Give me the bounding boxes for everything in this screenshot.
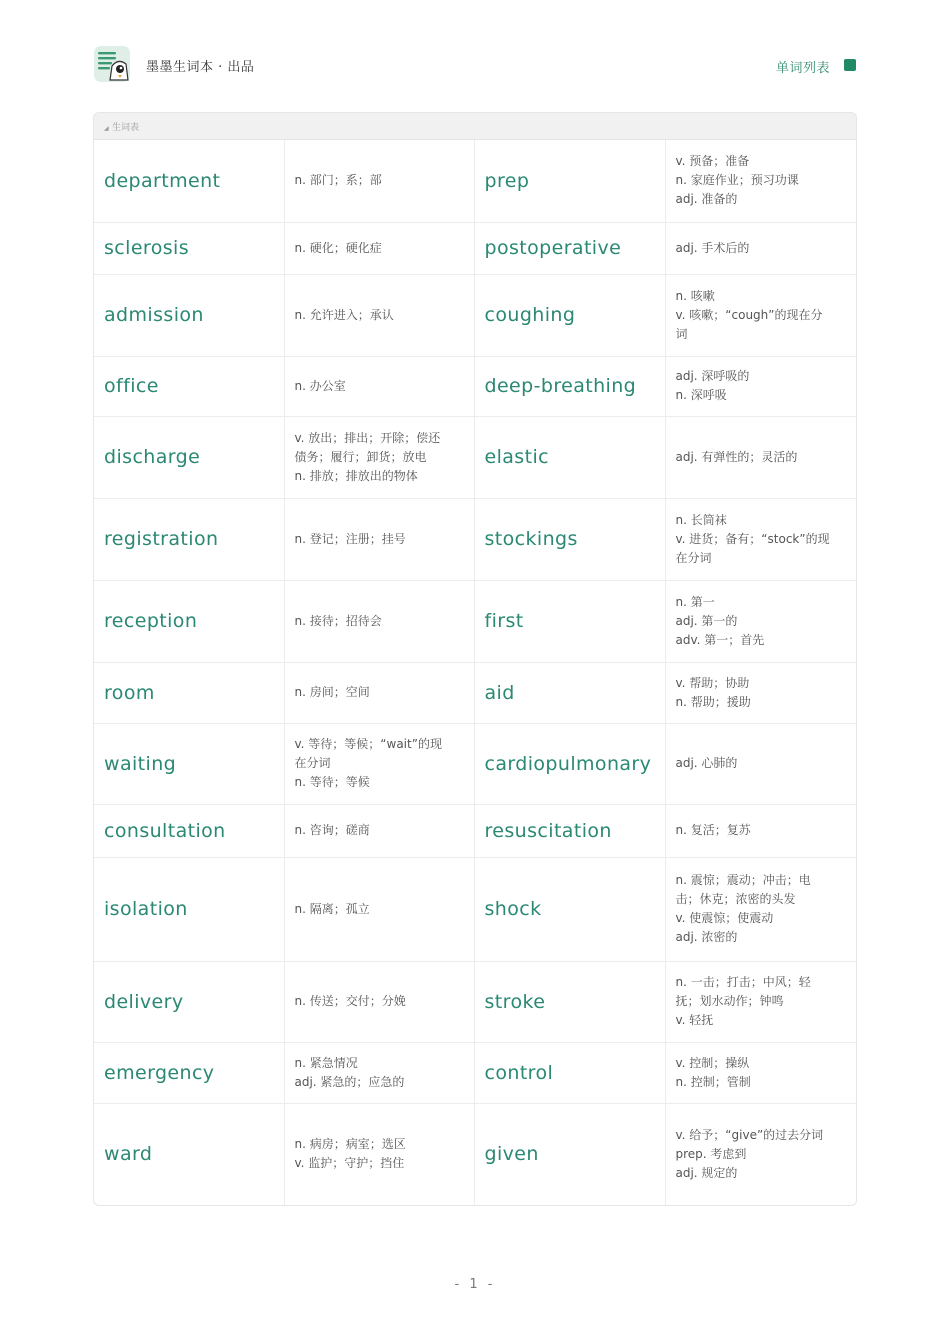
definition-line: n. 咨询；磋商 xyxy=(294,823,370,837)
definition-line: n. 隔离；孤立 xyxy=(294,901,370,916)
word-cell[interactable]: aid xyxy=(474,662,665,723)
word-cell[interactable]: emergency xyxy=(94,1042,284,1103)
word-grid xyxy=(94,140,856,1205)
definition-cell xyxy=(665,723,856,804)
definition-cell xyxy=(665,804,856,857)
definition-cell xyxy=(284,961,474,1042)
table-caption-bar xyxy=(94,113,856,140)
table-row xyxy=(94,804,856,857)
definition-cell xyxy=(284,1103,474,1205)
table-caption: 生词表 xyxy=(112,123,140,133)
word-cell[interactable]: first xyxy=(474,580,665,662)
definition-line: n. 家庭作业；预习功课 xyxy=(675,173,799,188)
table-row xyxy=(94,498,856,580)
word-cell[interactable]: isolation xyxy=(94,857,284,961)
word-cell[interactable]: registration xyxy=(94,498,284,580)
definition-line: adv. 第一；首先 xyxy=(675,632,765,647)
table-row xyxy=(94,1103,856,1205)
definition-cell xyxy=(284,857,474,961)
definition-line: adj. 准备的 xyxy=(675,192,738,207)
definition-line: v. 等待；等候；“wait”的现在分词 xyxy=(294,737,442,770)
definition-line: n. 震惊；震动；冲击；电击；休克；浓密的头发 xyxy=(675,873,811,906)
word-cell[interactable]: resuscitation xyxy=(474,804,665,857)
definition-line: adj. 紧急的；应急的 xyxy=(294,1074,405,1089)
word-cell[interactable]: shock xyxy=(474,857,665,961)
definition-line: n. 咳嗽 xyxy=(675,288,715,303)
vocabulary-table xyxy=(93,112,857,1206)
word-cell[interactable]: stockings xyxy=(474,498,665,580)
definition-line: n. 传送；交付；分娩 xyxy=(294,994,406,1008)
definition-cell xyxy=(284,804,474,857)
definition-line: n. 病房；病室；选区 xyxy=(294,1137,406,1152)
definition-line: n. 紧急情况 xyxy=(294,1055,358,1070)
definition-line: v. 帮助；协助 xyxy=(675,675,750,690)
definition-cell xyxy=(284,723,474,804)
definition-cell xyxy=(284,274,474,356)
page-number: - 1 - xyxy=(454,1277,496,1292)
word-cell[interactable]: waiting xyxy=(94,723,284,804)
definition-cell xyxy=(665,222,856,274)
accent-square-icon xyxy=(844,59,856,71)
definition-line: adj. 规定的 xyxy=(675,1165,738,1180)
word-cell[interactable]: reception xyxy=(94,580,284,662)
table-row xyxy=(94,274,856,356)
definition-cell xyxy=(665,356,856,416)
definition-line: n. 办公室 xyxy=(294,378,346,393)
definition-cell xyxy=(284,222,474,274)
definition-line: n. 房间；空间 xyxy=(294,685,370,699)
definition-cell xyxy=(284,1042,474,1103)
word-cell[interactable]: elastic xyxy=(474,416,665,498)
definition-line: adj. 有弹性的；灵活的 xyxy=(675,449,798,464)
definition-cell xyxy=(665,1042,856,1103)
definition-line: n. 硬化；硬化症 xyxy=(294,240,382,255)
definition-line: v. 轻抚 xyxy=(675,1013,714,1027)
word-cell[interactable]: stroke xyxy=(474,961,665,1042)
definition-line: v. 监护；守护；挡住 xyxy=(294,1156,405,1171)
word-cell[interactable]: coughing xyxy=(474,274,665,356)
word-cell[interactable]: delivery xyxy=(94,961,284,1042)
word-cell[interactable]: cardiopulmonary xyxy=(474,723,665,804)
definition-cell xyxy=(284,662,474,723)
table-row xyxy=(94,222,856,274)
definition-line: v. 进货；备有；“stock”的现在分词 xyxy=(675,531,830,565)
definition-cell xyxy=(284,356,474,416)
word-cell[interactable]: office xyxy=(94,356,284,416)
word-cell[interactable]: postoperative xyxy=(474,222,665,274)
table-row xyxy=(94,580,856,662)
definition-line: v. 使震惊；使震动 xyxy=(675,911,774,925)
table-row xyxy=(94,140,856,222)
definition-line: v. 给予；“give”的过去分词 xyxy=(675,1127,824,1142)
definition-cell xyxy=(665,580,856,662)
word-list-link[interactable]: 单词列表 xyxy=(775,61,830,76)
brand-label: 墨墨生词本 · 出品 xyxy=(146,60,255,75)
table-row xyxy=(94,662,856,723)
definition-line: adj. 浓密的 xyxy=(675,930,738,944)
word-cell[interactable]: deep-breathing xyxy=(474,356,665,416)
word-cell[interactable]: consultation xyxy=(94,804,284,857)
table-row xyxy=(94,857,856,961)
definition-line: n. 帮助；援助 xyxy=(675,694,751,709)
definition-line: n. 复活；复苏 xyxy=(675,823,751,837)
definition-line: v. 预备；准备 xyxy=(675,154,750,169)
table-row xyxy=(94,1042,856,1103)
definition-cell xyxy=(665,140,856,222)
definition-line: n. 接待；招待会 xyxy=(294,613,382,628)
definition-line: v. 咳嗽；“cough”的现在分词 xyxy=(675,307,823,341)
definition-line: adj. 深呼吸的 xyxy=(675,369,750,383)
definition-cell xyxy=(665,274,856,356)
definition-cell xyxy=(284,140,474,222)
definition-cell xyxy=(284,416,474,498)
word-cell[interactable]: room xyxy=(94,662,284,723)
definition-cell xyxy=(284,498,474,580)
definition-cell xyxy=(284,580,474,662)
definition-line: n. 深呼吸 xyxy=(675,388,727,402)
definition-cell xyxy=(665,1103,856,1205)
definition-line: prep. 考虑到 xyxy=(675,1146,747,1161)
definition-line: v. 控制；操纵 xyxy=(675,1055,750,1070)
definition-line: n. 排放；排放出的物体 xyxy=(294,468,418,483)
word-cell[interactable]: admission xyxy=(94,274,284,356)
definition-line: adj. 第一的 xyxy=(675,613,738,628)
definition-line: adj. 手术后的 xyxy=(675,240,750,255)
definition-line: n. 控制；管制 xyxy=(675,1074,751,1089)
table-row xyxy=(94,416,856,498)
definition-line: n. 等待；等候 xyxy=(294,775,370,789)
word-cell[interactable]: sclerosis xyxy=(94,222,284,274)
page-header xyxy=(94,46,856,84)
definition-line: n. 部门；系；部 xyxy=(294,173,382,188)
definition-cell xyxy=(665,961,856,1042)
definition-line: n. 允许进入；承认 xyxy=(294,307,394,322)
word-cell[interactable]: ward xyxy=(94,1103,284,1205)
notebook-owl-icon xyxy=(94,46,130,82)
definition-line: n. 一击；打击；中风；轻抚；划水动作；钟鸣 xyxy=(675,975,811,1008)
definition-cell xyxy=(665,498,856,580)
definition-line: adj. 心肺的 xyxy=(675,756,738,770)
word-cell[interactable]: control xyxy=(474,1042,665,1103)
definition-cell xyxy=(665,662,856,723)
definition-line: n. 登记；注册；挂号 xyxy=(294,531,406,546)
definition-cell xyxy=(665,416,856,498)
table-row xyxy=(94,961,856,1042)
word-cell[interactable]: department xyxy=(94,140,284,222)
definition-line: n. 长筒袜 xyxy=(675,512,727,527)
table-row xyxy=(94,356,856,416)
table-row xyxy=(94,723,856,804)
word-cell[interactable]: prep xyxy=(474,140,665,222)
word-cell[interactable]: given xyxy=(474,1103,665,1205)
definition-line: n. 第一 xyxy=(675,594,715,609)
definition-line: v. 放出；排出；开除；偿还债务；履行；卸货；放电 xyxy=(294,430,441,464)
caret-icon: ◢ xyxy=(104,125,109,132)
word-cell[interactable]: discharge xyxy=(94,416,284,498)
definition-cell xyxy=(665,857,856,961)
